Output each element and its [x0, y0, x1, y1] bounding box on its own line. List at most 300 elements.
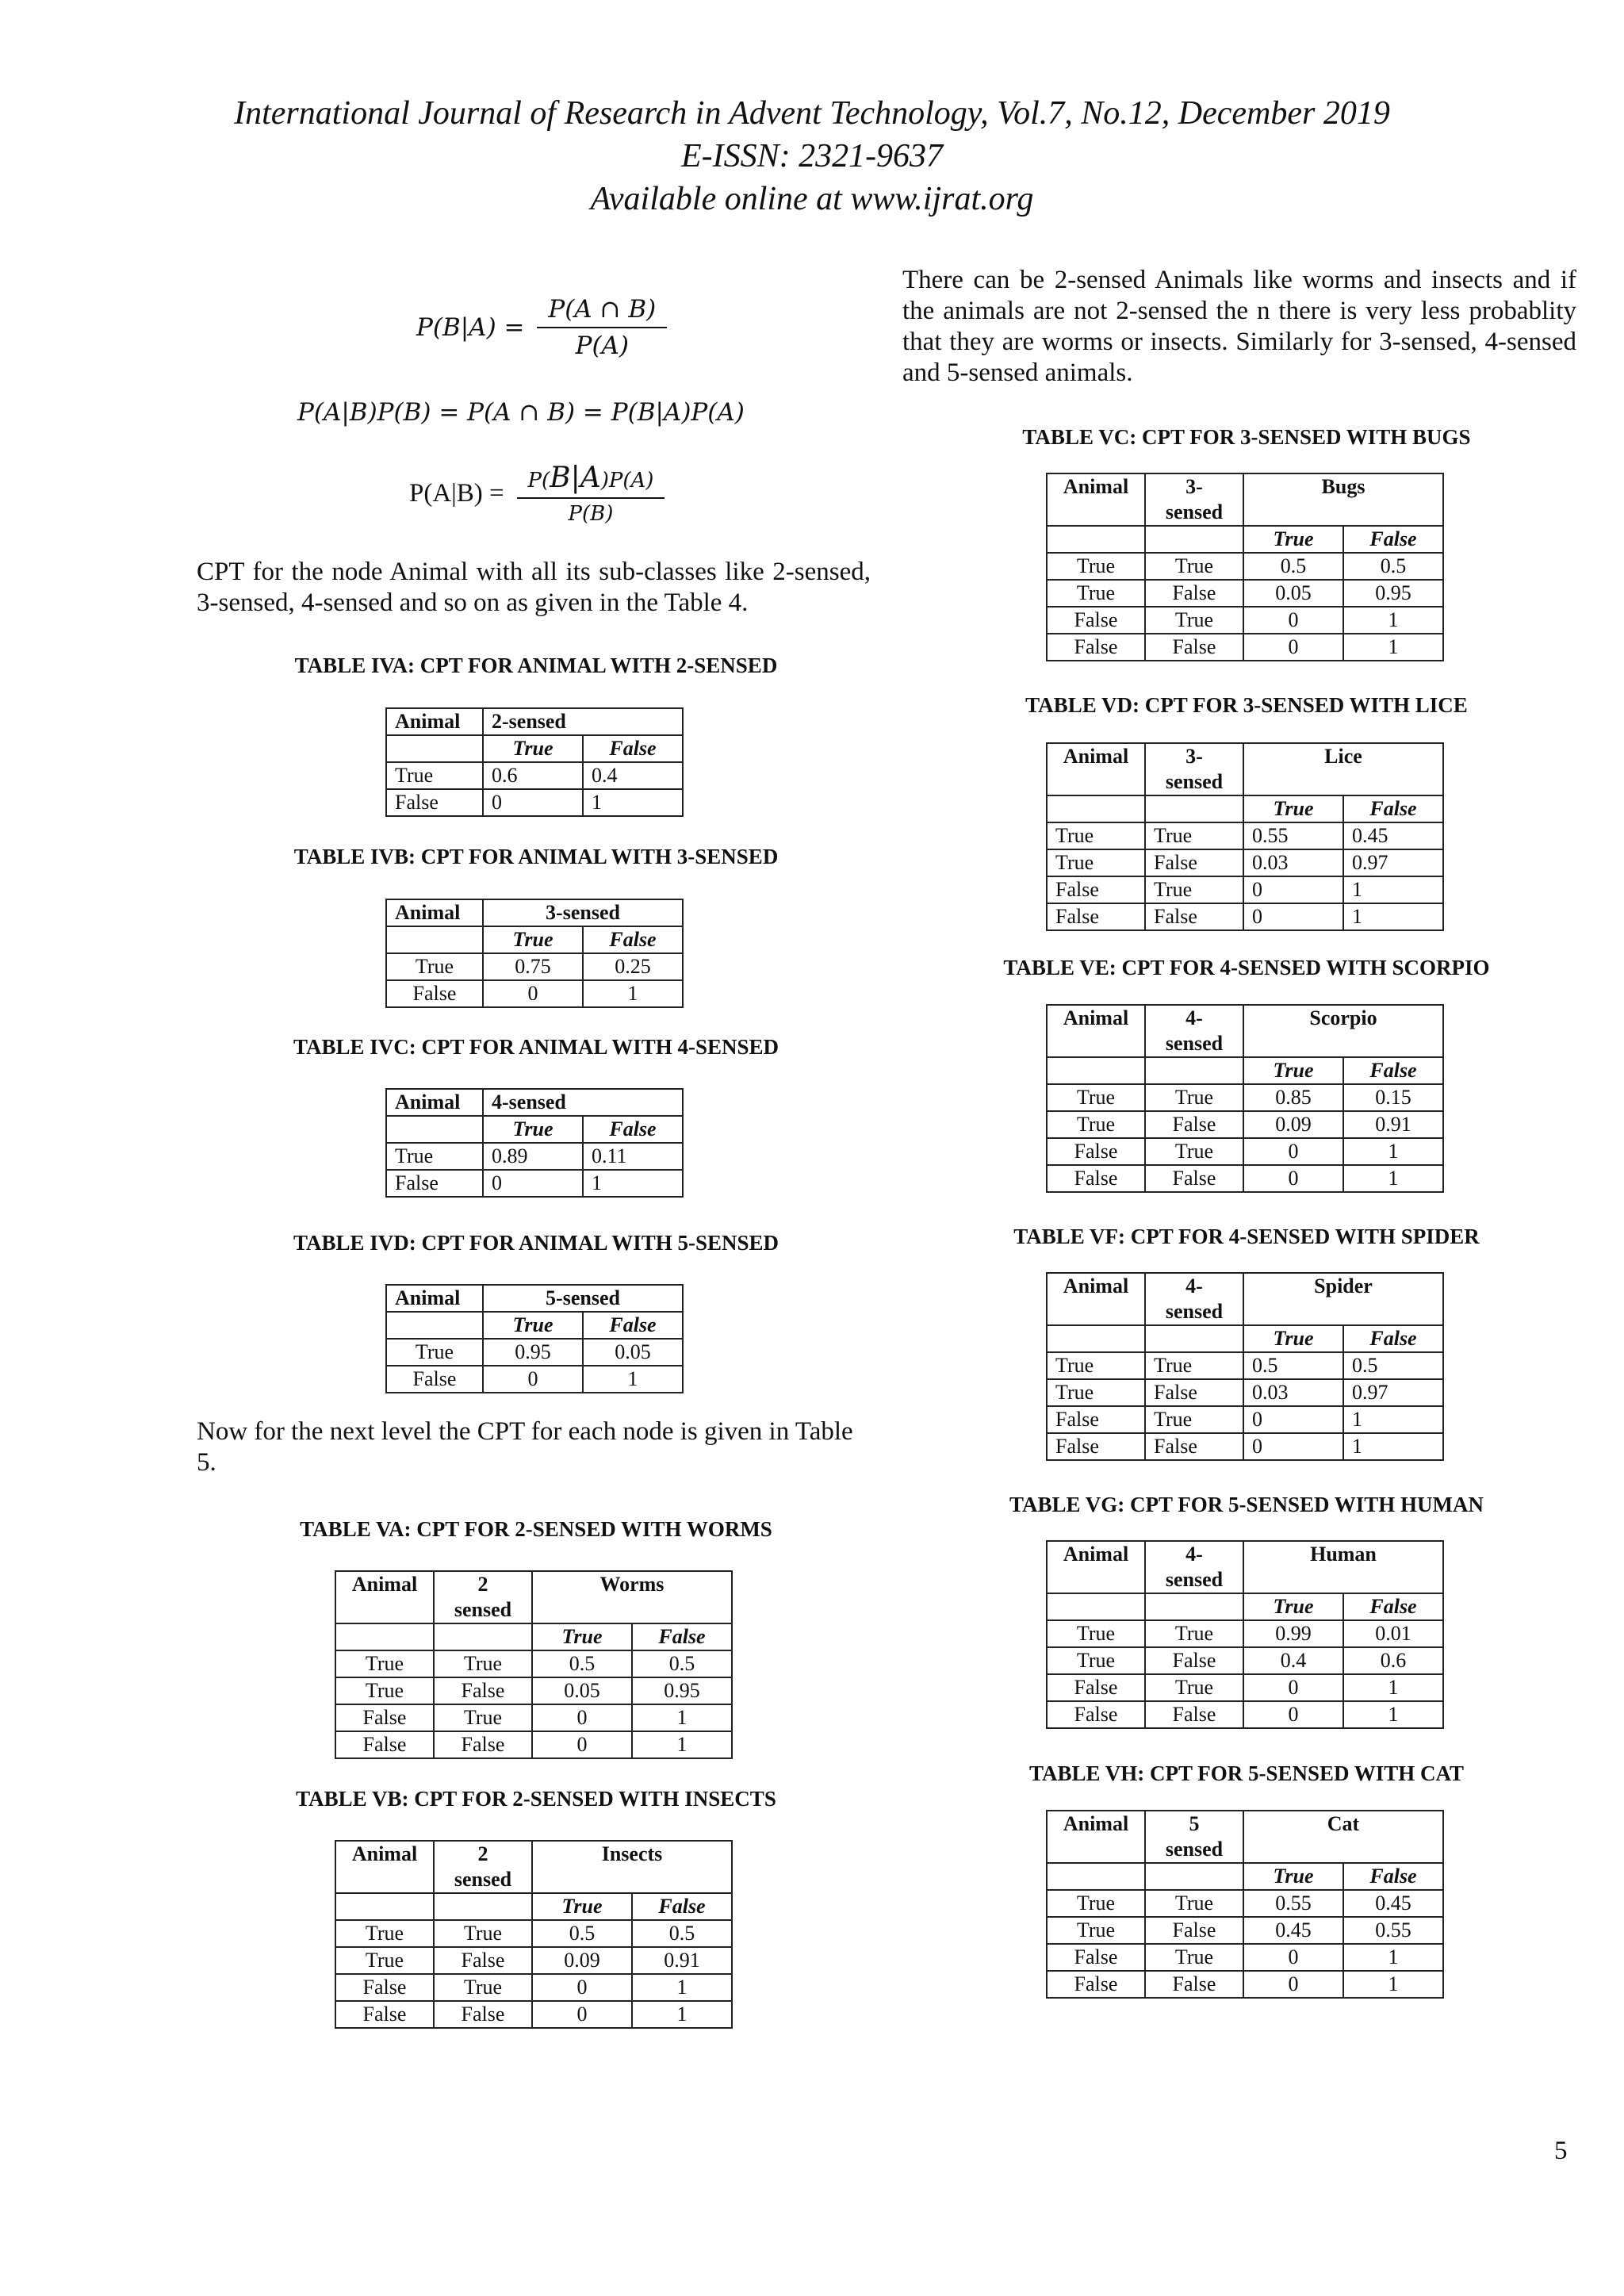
table-cell: False [335, 1731, 434, 1758]
equation-numerator: P(A ∩ B) [537, 295, 667, 328]
table-caption: TABLE IVC: CPT FOR ANIMAL WITH 4-SENSED [293, 1035, 779, 1059]
table-cell: 0.97 [1343, 1379, 1443, 1406]
table-subheader-row [1047, 1057, 1443, 1084]
table-cell: 0.55 [1243, 1890, 1343, 1917]
false-header: False [583, 926, 683, 953]
column-header: Animal [1047, 1005, 1145, 1057]
table-cell: 0.05 [583, 1339, 683, 1366]
table-caption: TABLE VE: CPT FOR 4-SENSED WITH SCORPIO [1003, 956, 1490, 979]
table-cell: True [1047, 1111, 1145, 1138]
table-cell: 0.89 [483, 1143, 583, 1170]
column-header: 2-sensed [483, 708, 683, 735]
empty-cell [1145, 1863, 1243, 1890]
table-cell: 0.05 [1243, 580, 1343, 607]
cpt-table [385, 899, 684, 1008]
table-cell: 1 [1343, 1701, 1443, 1728]
table-cell: 0.4 [583, 762, 683, 789]
table-cell: False [335, 1974, 434, 2001]
table-caption: TABLE VD: CPT FOR 3-SENSED WITH LICE [1025, 693, 1468, 717]
table-cell: 1 [583, 1366, 683, 1393]
empty-cell [335, 1623, 434, 1650]
table-cell: True [335, 1920, 434, 1947]
table-cell: False [1145, 1701, 1243, 1728]
table-cell: True [1145, 1352, 1243, 1379]
column-header: Animal [335, 1571, 434, 1623]
column-header-line: sensed [1165, 1838, 1224, 1861]
empty-cell [1047, 1325, 1145, 1352]
table-row [386, 980, 683, 1007]
table-cell: False [1145, 903, 1243, 930]
table-cell: 0.97 [1343, 849, 1443, 876]
cpt-table [385, 1088, 684, 1198]
table-row [1047, 1379, 1443, 1406]
empty-cell [1145, 795, 1243, 822]
table-cell: 1 [1343, 634, 1443, 661]
table-subheader-row [386, 735, 683, 762]
empty-cell [1145, 1325, 1243, 1352]
column-header-line: sensed [1165, 500, 1224, 523]
table-cell: True [386, 953, 483, 980]
empty-cell [1145, 1593, 1243, 1620]
table-caption: TABLE VH: CPT FOR 5-SENSED WITH CAT [1028, 1761, 1465, 1785]
table-header-row [386, 899, 683, 926]
table-caption: TABLE IVA: CPT FOR ANIMAL WITH 2-SENSED [294, 654, 778, 677]
table-row [1047, 849, 1443, 876]
table-cell: 0 [532, 1731, 632, 1758]
column-header: Animal [1047, 1541, 1145, 1593]
column-header [1145, 473, 1243, 526]
table-row [335, 1947, 732, 1974]
table-cell: 1 [1343, 903, 1443, 930]
column-header: Lice [1243, 743, 1443, 795]
table-cell: True [1145, 1138, 1243, 1165]
table-cell: True [434, 1974, 532, 2001]
table-row [1047, 1701, 1443, 1728]
table-cell: 0.5 [532, 1920, 632, 1947]
table-row [1047, 1433, 1443, 1460]
empty-cell [1145, 526, 1243, 553]
table-cell: False [1145, 1971, 1243, 1998]
table-row [386, 1170, 683, 1197]
table-cell: 0 [1243, 1406, 1343, 1433]
empty-cell [386, 735, 483, 762]
table-cell: 0.95 [632, 1677, 732, 1704]
table-cell: 1 [1343, 607, 1443, 634]
column-header: 4-sensed [483, 1089, 683, 1116]
table-cell: 0.75 [483, 953, 583, 980]
false-header: False [583, 735, 683, 762]
column-header: Animal [1047, 743, 1145, 795]
table-cell: True [335, 1947, 434, 1974]
column-header-line: 4- [1185, 1006, 1203, 1029]
true-header: True [532, 1893, 632, 1920]
empty-cell [386, 926, 483, 953]
table-row [386, 1339, 683, 1366]
table-row [1047, 580, 1443, 607]
column-header: Animal [1047, 473, 1145, 526]
table-cell: 0 [1243, 1138, 1343, 1165]
cpt-table [1046, 473, 1444, 661]
equation-bayes-theorem [409, 462, 669, 526]
table-cell: 0.5 [1343, 1352, 1443, 1379]
table-row [1047, 1917, 1443, 1944]
table-row [1047, 1674, 1443, 1701]
table-cell: True [434, 1650, 532, 1677]
table-cell: 1 [1343, 1433, 1443, 1460]
table-header-row [386, 1285, 683, 1312]
column-header: Animal [386, 708, 483, 735]
table-cell: 0.85 [1243, 1084, 1343, 1111]
table-cell: 0 [483, 789, 583, 816]
column-header [1145, 1811, 1243, 1863]
table-caption: TABLE IVB: CPT FOR ANIMAL WITH 3-SENSED [293, 845, 779, 868]
table-cell: 0.55 [1343, 1917, 1443, 1944]
table-row [386, 953, 683, 980]
table-cell: 1 [1343, 1138, 1443, 1165]
page-number: 5 [1554, 2137, 1568, 2165]
table-cell: 0 [1243, 607, 1343, 634]
table-subheader-row [1047, 1593, 1443, 1620]
column-header: Animal [1047, 1273, 1145, 1325]
column-header-line: 2 [477, 1842, 488, 1865]
column-header: 3-sensed [483, 899, 683, 926]
table-cell: False [1145, 1165, 1243, 1192]
table-cell: 0.91 [632, 1947, 732, 1974]
column-header-line: 2 [477, 1573, 488, 1596]
table-cell: 0.03 [1243, 1379, 1343, 1406]
empty-cell [335, 1893, 434, 1920]
table-cell: 0 [532, 1974, 632, 2001]
table-cell: 0 [1243, 876, 1343, 903]
table-row [1047, 1890, 1443, 1917]
table-cell: True [1047, 1647, 1145, 1674]
table-cell: 0 [1243, 1944, 1343, 1971]
table-cell: 1 [583, 1170, 683, 1197]
table-row [1047, 1138, 1443, 1165]
table-cell: 0 [483, 1170, 583, 1197]
table-cell: True [1145, 1944, 1243, 1971]
table-header-row [335, 1571, 732, 1623]
table-row [335, 1677, 732, 1704]
table-caption: TABLE VF: CPT FOR 4-SENSED WITH SPIDER [1013, 1225, 1480, 1248]
column-header [1145, 1273, 1243, 1325]
table-cell: True [1145, 822, 1243, 849]
table-cell: False [434, 1731, 532, 1758]
table-cell: False [1047, 876, 1145, 903]
table-cell: False [1047, 634, 1145, 661]
table-cell: False [1047, 903, 1145, 930]
equation-product-rule: P(A|B)P(B) = P(A ∩ B) = P(B|A)P(A) [297, 398, 745, 427]
column-header [1145, 1005, 1243, 1057]
equation-fraction [517, 462, 665, 526]
table-cell: 0.55 [1243, 822, 1343, 849]
empty-cell [386, 1312, 483, 1339]
table-cell: 0.4 [1243, 1647, 1343, 1674]
table-row [386, 789, 683, 816]
paragraph-sensed-animals: There can be 2-sensed Animals like worms and insects and if the animals are not 2-sensed the n there is very less probablity that they are worms or insects. Similarly for 3-sensed, 4-sensed and 5-sensed animals. [902, 266, 1576, 387]
table-cell: False [1047, 1165, 1145, 1192]
column-header: Animal [335, 1841, 434, 1893]
column-header: Insects [532, 1841, 732, 1893]
table-subheader-row [386, 1116, 683, 1143]
true-header: True [1243, 1863, 1343, 1890]
table-cell: True [1145, 1084, 1243, 1111]
table-cell: 0.45 [1343, 822, 1443, 849]
table-row [1047, 1971, 1443, 1998]
table-cell: 1 [1343, 1406, 1443, 1433]
column-header-line: 5 [1189, 1812, 1200, 1835]
journal-website: Available online at www.ijrat.org [590, 181, 1034, 217]
table-row [1047, 876, 1443, 903]
table-cell: True [335, 1650, 434, 1677]
table-cell: True [1047, 1917, 1145, 1944]
paragraph-cpt-intro: CPT for the node Animal with all its sub-classes like 2-sensed, 3-sensed, 4-sensed and so on as given in the Table 4. [197, 558, 871, 617]
table-subheader-row [1047, 1325, 1443, 1352]
column-header-line: sensed [1165, 1300, 1224, 1323]
table-cell: False [386, 1170, 483, 1197]
true-header: True [1243, 795, 1343, 822]
table-row [386, 1366, 683, 1393]
table-cell: True [1145, 1620, 1243, 1647]
table-header-row [386, 708, 683, 735]
table-cell: False [1145, 1433, 1243, 1460]
column-header-line: 3- [1185, 475, 1203, 498]
table-cell: True [1145, 876, 1243, 903]
table-caption: TABLE VA: CPT FOR 2-SENSED WITH WORMS [300, 1517, 772, 1541]
cpt-table [1046, 1540, 1444, 1729]
table-cell: False [434, 1947, 532, 1974]
table-cell: False [1145, 634, 1243, 661]
table-cell: False [1047, 1944, 1145, 1971]
false-header: False [1343, 1325, 1443, 1352]
table-cell: 0.05 [532, 1677, 632, 1704]
table-cell: True [1047, 1890, 1145, 1917]
false-header: False [1343, 1863, 1443, 1890]
empty-cell [1047, 1863, 1145, 1890]
table-row [1047, 1352, 1443, 1379]
false-header: False [632, 1623, 732, 1650]
equation-numerator: P(B|A)P(A) [517, 462, 665, 499]
cpt-table [1046, 742, 1444, 931]
table-cell: 1 [1343, 1971, 1443, 1998]
table-cell: 0.99 [1243, 1620, 1343, 1647]
table-row [1047, 1620, 1443, 1647]
column-header-line: 4- [1185, 1543, 1203, 1566]
table-cell: True [1145, 1674, 1243, 1701]
table-header-row [386, 1089, 683, 1116]
table-subheader-row [1047, 1863, 1443, 1890]
table-cell: True [386, 762, 483, 789]
table-cell: False [386, 789, 483, 816]
table-cell: 1 [632, 2001, 732, 2028]
true-header: True [483, 1312, 583, 1339]
table-cell: 1 [1343, 1674, 1443, 1701]
cpt-table [1046, 1004, 1444, 1193]
table-cell: False [335, 1704, 434, 1731]
table-cell: 1 [632, 1731, 732, 1758]
table-cell: False [1047, 1138, 1145, 1165]
column-header: Cat [1243, 1811, 1443, 1863]
table-row [335, 1974, 732, 2001]
table-cell: False [1047, 1701, 1145, 1728]
table-cell: 0.91 [1343, 1111, 1443, 1138]
cpt-table [385, 1284, 684, 1393]
table-cell: True [1145, 607, 1243, 634]
table-cell: True [1047, 822, 1145, 849]
column-header: Scorpio [1243, 1005, 1443, 1057]
table-header-row [335, 1841, 732, 1893]
paragraph-next-level: Now for the next level the CPT for each node is given in Table 5. [197, 1417, 853, 1477]
table-cell: 0 [532, 2001, 632, 2028]
equation-denominator: P(B) [568, 502, 614, 526]
column-header: Animal [386, 1089, 483, 1116]
table-cell: False [434, 2001, 532, 2028]
table-row [1047, 1406, 1443, 1433]
true-header: True [483, 1116, 583, 1143]
table-cell: False [386, 980, 483, 1007]
table-cell: 0 [483, 980, 583, 1007]
table-header-row [1047, 473, 1443, 526]
table-cell: True [1145, 553, 1243, 580]
column-header [434, 1571, 532, 1623]
table-cell: 0 [1243, 1165, 1343, 1192]
table-row [335, 1650, 732, 1677]
table-cell: False [1047, 1674, 1145, 1701]
table-cell: 0 [1243, 1433, 1343, 1460]
table-cell: 0 [1243, 1971, 1343, 1998]
table-caption: TABLE IVD: CPT FOR ANIMAL WITH 5-SENSED [293, 1231, 779, 1255]
table-cell: True [1047, 849, 1145, 876]
table-cell: 0.95 [1343, 580, 1443, 607]
table-subheader-row [1047, 526, 1443, 553]
table-row [1047, 1647, 1443, 1674]
column-header-line: sensed [454, 1598, 512, 1621]
table-row [1047, 607, 1443, 634]
table-cell: False [335, 2001, 434, 2028]
table-cell: 0.25 [583, 953, 683, 980]
table-cell: 1 [583, 980, 683, 1007]
column-header: Animal [1047, 1811, 1145, 1863]
cpt-table [335, 1570, 733, 1759]
table-cell: False [1047, 1971, 1145, 1998]
equation-denominator: P(A) [575, 332, 630, 360]
cpt-table [1046, 1810, 1444, 1999]
table-cell: 0.6 [483, 762, 583, 789]
table-header-row [1047, 1273, 1443, 1325]
table-cell: True [1145, 1406, 1243, 1433]
table-cell: False [1145, 1917, 1243, 1944]
table-row [335, 1731, 732, 1758]
table-cell: True [434, 1704, 532, 1731]
table-cell: 0.09 [532, 1947, 632, 1974]
false-header: False [632, 1893, 732, 1920]
table-header-row [1047, 743, 1443, 795]
table-row [386, 1143, 683, 1170]
false-header: False [1343, 795, 1443, 822]
table-cell: 0.09 [1243, 1111, 1343, 1138]
table-row [1047, 1944, 1443, 1971]
table-cell: True [335, 1677, 434, 1704]
table-cell: True [386, 1143, 483, 1170]
column-header-line: sensed [1165, 770, 1224, 793]
true-header: True [1243, 1057, 1343, 1084]
column-header-line: sensed [1165, 1032, 1224, 1055]
table-subheader-row [1047, 795, 1443, 822]
equation-lhs: P(B|A) = [416, 313, 525, 342]
table-cell: False [1047, 1406, 1145, 1433]
table-row [1047, 634, 1443, 661]
equation-fraction [537, 295, 667, 360]
empty-cell [434, 1893, 532, 1920]
false-header: False [583, 1312, 683, 1339]
column-header: Animal [386, 899, 483, 926]
equation-lhs: P(A|B) = [409, 479, 504, 508]
table-subheader-row [386, 926, 683, 953]
table-subheader-row [386, 1312, 683, 1339]
table-cell: 0.03 [1243, 849, 1343, 876]
table-cell: True [1047, 1620, 1145, 1647]
table-cell: False [1145, 1379, 1243, 1406]
false-header: False [583, 1116, 683, 1143]
column-header: Spider [1243, 1273, 1443, 1325]
column-header: Human [1243, 1541, 1443, 1593]
table-cell: 1 [1343, 876, 1443, 903]
table-cell: 1 [1343, 1165, 1443, 1192]
false-header: False [1343, 526, 1443, 553]
table-cell: 0.5 [632, 1920, 732, 1947]
table-header-row [1047, 1005, 1443, 1057]
true-header: True [483, 735, 583, 762]
table-cell: False [434, 1677, 532, 1704]
empty-cell [1047, 1057, 1145, 1084]
table-cell: False [1145, 849, 1243, 876]
cpt-table [335, 1840, 733, 2029]
true-header: True [1243, 1593, 1343, 1620]
column-header: Worms [532, 1571, 732, 1623]
table-row [1047, 1084, 1443, 1111]
column-header: Bugs [1243, 473, 1443, 526]
journal-issn: E-ISSN: 2321-9637 [680, 138, 944, 174]
cpt-table [385, 707, 684, 817]
table-cell: 0.5 [632, 1650, 732, 1677]
journal-header [0, 92, 1624, 220]
table-cell: 0.45 [1243, 1917, 1343, 1944]
table-caption: TABLE VG: CPT FOR 5-SENSED WITH HUMAN [1009, 1493, 1484, 1516]
table-cell: 0.45 [1343, 1890, 1443, 1917]
table-cell: 1 [1343, 1944, 1443, 1971]
table-cell: True [1047, 553, 1145, 580]
table-cell: 0 [483, 1366, 583, 1393]
table-cell: 0 [1243, 1674, 1343, 1701]
table-cell: 1 [632, 1974, 732, 2001]
table-row [335, 2001, 732, 2028]
table-cell: False [1047, 607, 1145, 634]
table-cell: 0.5 [1343, 553, 1443, 580]
column-header-line: sensed [1165, 1568, 1224, 1591]
table-header-row [1047, 1811, 1443, 1863]
empty-cell [1145, 1057, 1243, 1084]
table-caption: TABLE VC: CPT FOR 3-SENSED WITH BUGS [1022, 425, 1471, 449]
column-header [1145, 743, 1243, 795]
empty-cell [1047, 795, 1145, 822]
true-header: True [532, 1623, 632, 1650]
column-header [1145, 1541, 1243, 1593]
column-header: 5-sensed [483, 1285, 683, 1312]
false-header: False [1343, 1057, 1443, 1084]
table-cell: 0 [1243, 1701, 1343, 1728]
table-cell: False [1047, 1433, 1145, 1460]
table-row [1047, 822, 1443, 849]
